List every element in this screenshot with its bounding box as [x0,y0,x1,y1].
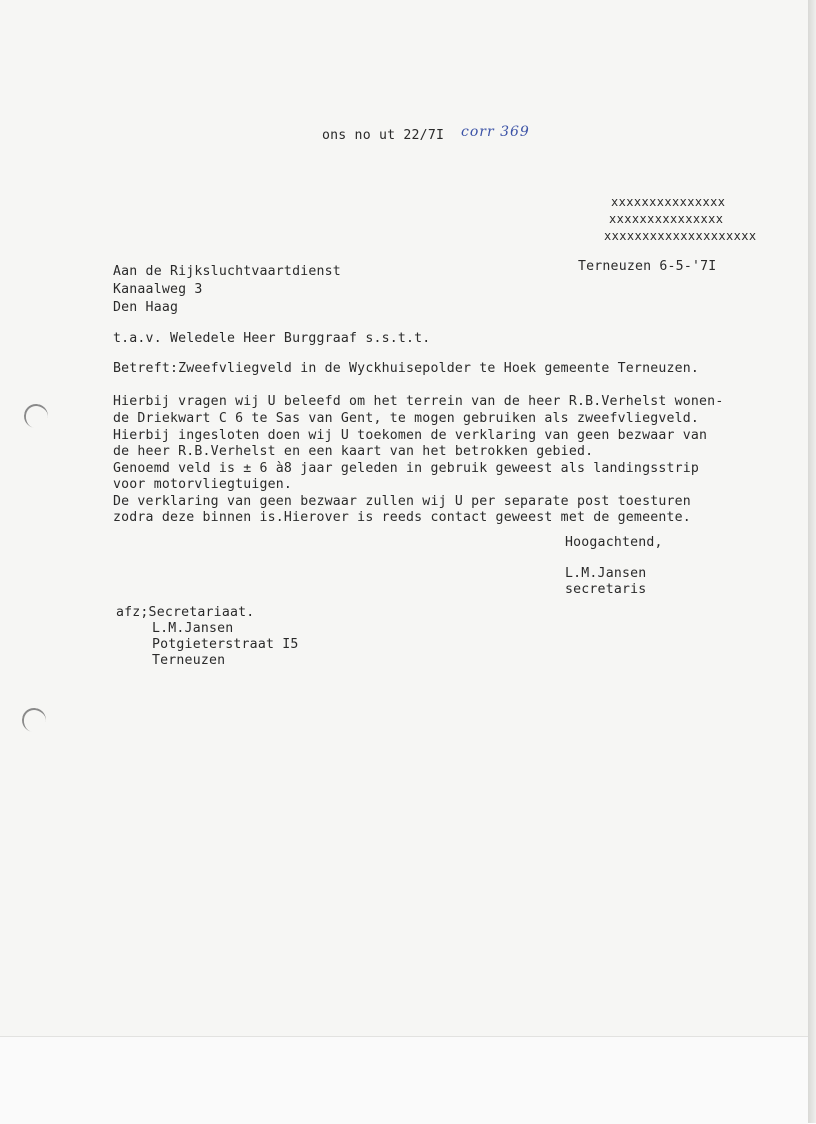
redacted-line: xxxxxxxxxxxxxxxxxxxx [604,229,757,243]
body-line: voor motorvliegtuigen. [113,477,293,492]
body-line: zodra deze binnen is.Hierover is reeds contact geweest met de gemeente. [113,510,691,525]
body-line: De verklaring van geen bezwaar zullen wij U per separate post toesturen [113,494,691,509]
body-line: Genoemd veld is ± 6 à8 jaar geleden in gebruik geweest als landingsstrip [113,461,700,476]
recipient-city: Den Haag [113,300,179,315]
handwritten-annotation: corr 369 [461,124,530,140]
signatory-title: secretaris [565,582,647,597]
sender-label: afz;Secretariaat. [116,605,255,620]
body-line: Hierbij vragen wij U beleefd om het terrein van de heer R.B.Verhelst wonen- [113,394,724,409]
body-line: de Driekwart C 6 te Sas van Gent, te mogen gebruiken als zweefvliegveld. [113,411,700,426]
body-line: Hierbij ingesloten doen wij U toekomen de verklaring van geen bezwaar van [113,428,708,443]
sender-street: Potgieterstraat I5 [152,637,299,652]
scan-margin [0,1036,808,1124]
subject-line: Betreft:Zweefvliegveld in de Wyckhuisepolder te Hoek gemeente Terneuzen. [113,361,700,376]
recipient-name: Aan de Rijksluchtvaartdienst [113,264,341,279]
sender-city: Terneuzen [152,653,226,668]
page-edge [808,0,816,1123]
closing-greeting: Hoogachtend, [565,535,663,550]
redacted-line: xxxxxxxxxxxxxxx [611,195,726,209]
redacted-line: xxxxxxxxxxxxxxx [609,212,724,226]
recipient-street: Kanaalweg 3 [113,282,203,297]
sender-name: L.M.Jansen [152,621,234,636]
attention-line: t.a.v. Weledele Heer Burggraaf s.s.t.t. [113,331,431,346]
signatory-name: L.M.Jansen [565,566,647,581]
place-date: Terneuzen 6-5-'7I [578,259,717,274]
reference-number: ons no ut 22/7I [322,128,445,143]
body-line: de heer R.B.Verhelst en een kaart van het betrokken gebied. [113,444,594,459]
